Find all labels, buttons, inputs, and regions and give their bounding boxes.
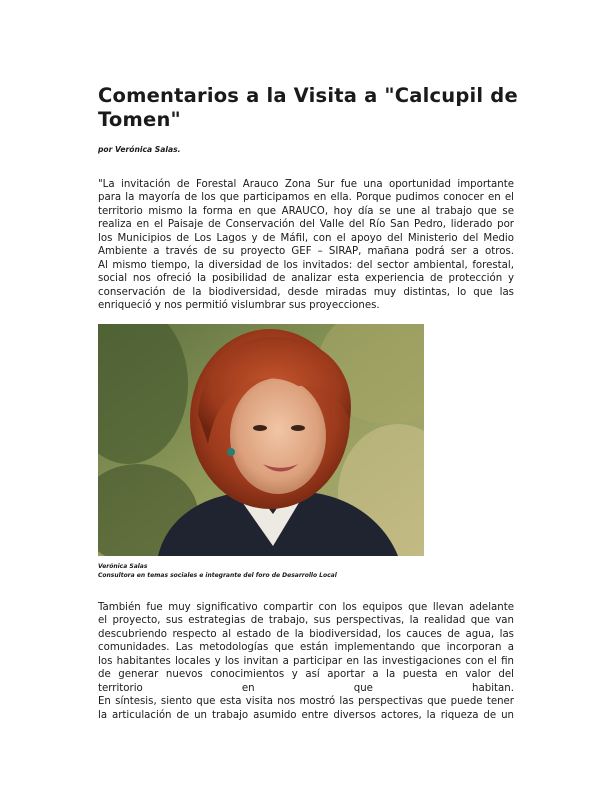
text-line: Al mismo tiempo, la diversidad de los invitados: del sector ambiental, forestal,	[98, 259, 514, 271]
text-line: "La invitación de Forestal Arauco Zona Sur fue una oportunidad importante	[98, 179, 514, 190]
text-line: En síntesis, siento que esta visita nos mostró las perspectivas que puede tener	[98, 696, 514, 708]
text-line: conservación de la biodiversidad, desde miradas muy distintas, lo que las	[98, 286, 514, 298]
text-line: los Municipios de Los Lagos y de Máfil, con el apoyo del Ministerio del Medio	[98, 232, 514, 244]
text-line: social nos ofreció la posibilidad de analizar esta experiencia de protección y	[98, 273, 514, 285]
text-line: los habitantes locales y los invitan a participar en las investigaciones con el fin	[98, 655, 514, 667]
text-line: la articulación de un trabajo asumido entre diversos actores, la riqueza de un	[98, 709, 514, 721]
text-line: territorio mismo la forma en que ARAUCO, hoy día se une al trabajo que se	[98, 205, 514, 217]
portrait-photo	[98, 324, 424, 556]
paragraph-intro	[98, 178, 514, 313]
caption-role: Consultora en temas sociales e integrante del foro de Desarrollo Local	[98, 572, 337, 579]
text-line: para la mayoría de los que participamos en ella. Porque pudimos conocer en el	[98, 192, 514, 204]
text-line: el proyecto, sus estrategias de trabajo, sus perspectivas, la realidad que van	[98, 615, 514, 627]
text-line: enriqueció y nos permitió vislumbrar sus proyecciones.	[98, 300, 380, 312]
article-byline: por Verónica Salas.	[98, 145, 181, 154]
caption-name: Verónica Salas	[98, 563, 148, 570]
text-line: de generar nuevos conocimientos y así aportar a la puesta en valor del	[98, 669, 514, 681]
paragraph-continuation	[98, 601, 514, 722]
photo-caption	[98, 562, 337, 580]
article-title: Comentarios a la Visita a "Calcupil de Tomen"	[98, 84, 518, 131]
text-line: territorio en que habitan.	[98, 682, 514, 694]
text-line: realiza en el Paisaje de Conservación del Valle del Río San Pedro, liderado por	[98, 219, 514, 231]
text-line: comunidades. Las metodologías que están implementando que incorporan a	[98, 642, 514, 654]
text-line: descubriendo respecto al estado de la biodiversidad, los cauces de agua, las	[98, 628, 514, 640]
text-line: Ambiente a través de su proyecto GEF – SIRAP, mañana podrá ser a otros.	[98, 246, 514, 258]
text-line: También fue muy significativo compartir con los equipos que llevan adelante	[98, 602, 514, 613]
